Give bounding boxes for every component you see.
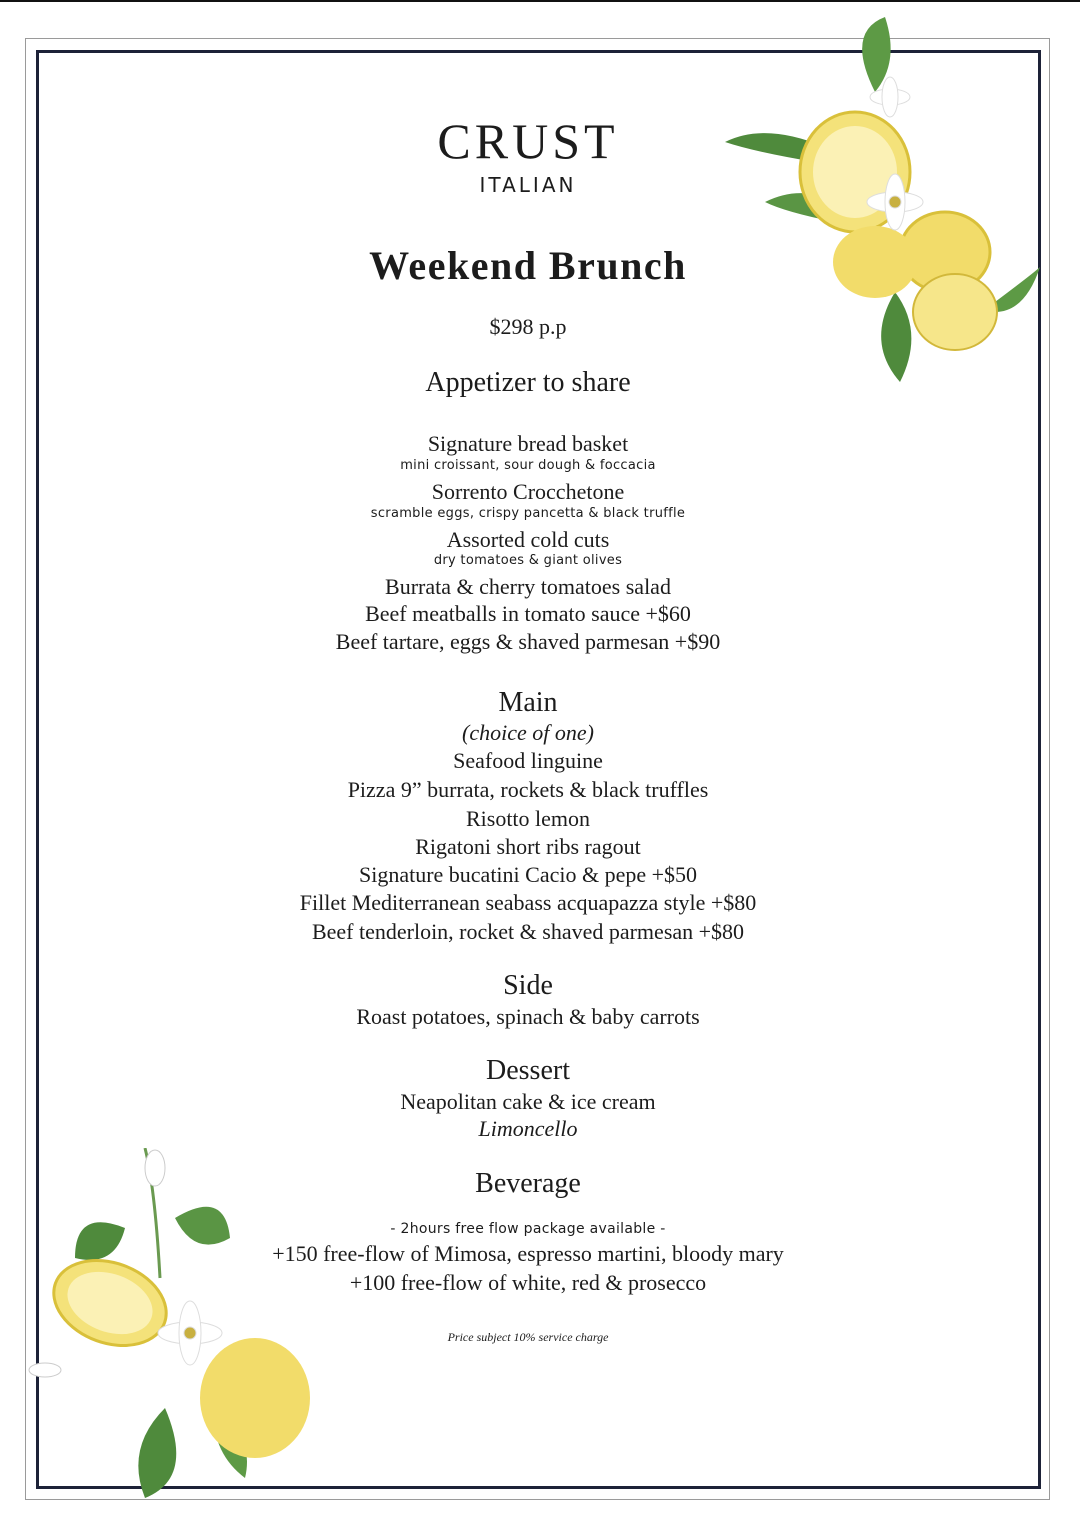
appetizer-item: Assorted cold cuts	[446, 527, 610, 552]
appetizer-item: Beef tartare, eggs & shaved parmesan +$90	[335, 629, 721, 654]
appetizer-item: Beef meatballs in tomato sauce +$60	[365, 601, 691, 626]
dessert-item: Neapolitan cake & ice cream	[400, 1089, 656, 1114]
beverage-item: +100 free-flow of white, red & prosecco	[349, 1270, 707, 1295]
dessert-item: Limoncello	[478, 1116, 578, 1141]
main-item: Beef tenderloin, rocket & shaved parmesan +$80	[311, 919, 745, 944]
menu-title: Weekend Brunch	[369, 243, 687, 288]
main-item: Rigatoni short ribs ragout	[415, 834, 641, 859]
main-item: Signature bucatini Cacio & pepe +$50	[358, 862, 698, 887]
main-item: Seafood linguine	[453, 748, 603, 773]
appetizer-item: Signature bread basket	[427, 431, 629, 456]
main-item: Risotto lemon	[465, 806, 591, 831]
beverage-note: - 2hours free flow package available -	[390, 1221, 666, 1237]
appetizer-heading: Appetizer to share	[425, 367, 631, 398]
lemon-illustration-bottom-left	[15, 1148, 315, 1503]
service-charge-note: Price subject 10% service charge	[447, 1330, 609, 1344]
appetizer-desc: dry tomatoes & giant olives	[433, 553, 623, 568]
brand-subtitle: ITALIAN	[479, 173, 577, 197]
side-item: Roast potatoes, spinach & baby carrots	[356, 1004, 700, 1029]
appetizer-item: Sorrento Crocchetone	[431, 479, 625, 504]
main-heading: Main	[498, 687, 558, 718]
beverage-heading: Beverage	[475, 1168, 581, 1199]
beverage-item: +150 free-flow of Mimosa, espresso martini, bloody mary	[272, 1241, 784, 1266]
main-item: Pizza 9” burrata, rockets & black truffles	[347, 777, 709, 802]
top-rule	[0, 0, 1080, 2]
appetizer-desc: mini croissant, sour dough & foccacia	[400, 458, 656, 473]
appetizer-desc: scramble eggs, crispy pancetta & black truffle	[370, 506, 686, 521]
brand-name: CRUST	[437, 113, 619, 169]
dessert-heading: Dessert	[486, 1055, 570, 1086]
main-item: Fillet Mediterranean seabass acquapazza style +$80	[299, 890, 757, 915]
side-heading: Side	[503, 970, 553, 1001]
appetizer-item: Burrata & cherry tomatoes salad	[385, 574, 671, 599]
menu-price: $298 p.p	[489, 314, 567, 339]
main-note: (choice of one)	[462, 720, 594, 745]
